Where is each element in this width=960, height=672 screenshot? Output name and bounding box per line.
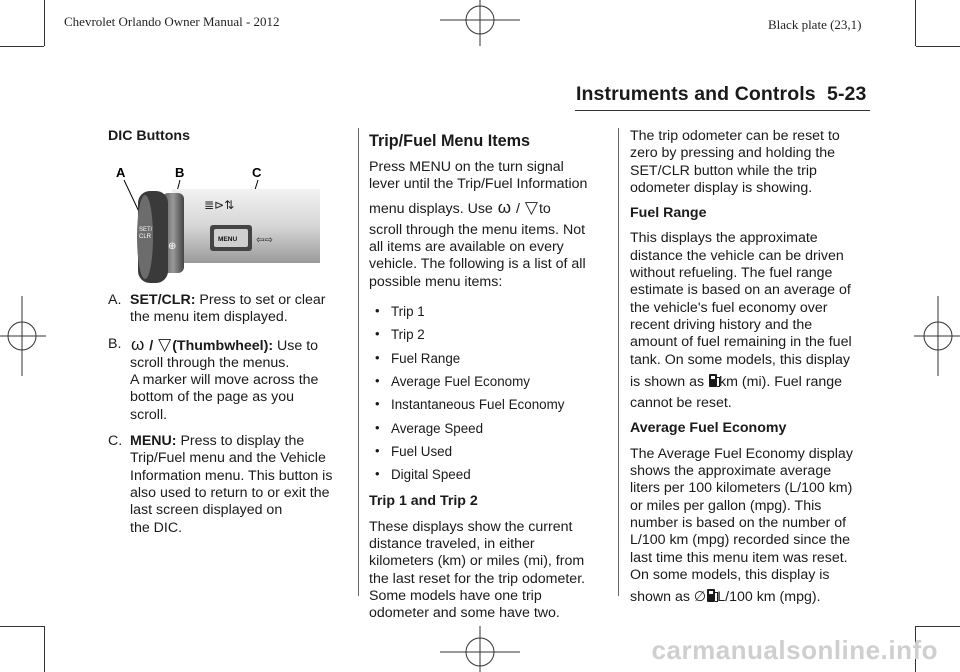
item-b-text: A marker will move across the [130, 372, 319, 389]
body-text: On some models, this display is [630, 566, 830, 583]
item-c-label: C. [108, 433, 123, 450]
body-text: odometer display is showing. [630, 179, 813, 196]
item-b-text: scroll through the menus. [130, 354, 290, 371]
turn-arrows-icon: ⇦⇨ [256, 235, 273, 246]
page-number: 5-23 [827, 83, 867, 105]
body-text: odometer and some have two. [369, 605, 560, 622]
body-text: km (mi). Fuel range [719, 373, 843, 390]
watermark: carmanualsonline.info [651, 635, 938, 665]
thumbwheel-up-icon: ω [131, 334, 145, 354]
item-b-text: bottom of the page as you [130, 389, 295, 406]
item-b-text: scroll. [130, 406, 168, 423]
menu-button-label: MENU [218, 236, 238, 243]
item-c-text: Press to display the [176, 433, 305, 450]
body-text: amount of fuel remaining in the fuel [630, 334, 852, 351]
body-text: shown as [630, 589, 690, 606]
body-text: The Average Fuel Economy display [630, 445, 853, 462]
manual-title: Chevrolet Orlando Owner Manual - 2012 [64, 14, 280, 29]
body-text: liters per 100 kilometers (L/100 km) [630, 480, 853, 497]
item-b-text: Use to [273, 337, 319, 354]
item-c-text: Trip/Fuel menu and the Vehicle [130, 450, 326, 467]
body-text: distance the vehicle can be driven [630, 247, 844, 264]
header-rule [575, 110, 870, 111]
body-text: last time this menu item was reset. [630, 549, 848, 566]
item-c [108, 433, 358, 537]
body-text: These displays show the current [369, 518, 573, 535]
dic-buttons-figure [112, 163, 322, 283]
item-a-text: the menu item displayed. [130, 309, 288, 326]
body-text: or miles per gallon (mpg). This [630, 497, 822, 514]
item-a-text: Press to set or clear [195, 292, 326, 308]
body-text: without refueling. The fuel range [630, 265, 833, 282]
body-text: cannot be reset. [630, 395, 732, 412]
item-c-text: Information menu. This button is [130, 467, 333, 484]
list-item: • Trip 1 [369, 300, 614, 323]
crop-mark [44, 626, 45, 672]
fuel-pump-icon [709, 374, 717, 387]
list-item: • Instantaneous Fuel Economy [369, 393, 614, 416]
item-b-term: (Thumbwheel): [172, 337, 274, 354]
registration-mark-left [0, 296, 46, 376]
set-clr-label: CLR [139, 234, 152, 240]
body-text: This displays the approximate [630, 230, 818, 247]
list-item: • Fuel Range [369, 347, 614, 370]
body-text: number is based on the number of [630, 514, 847, 531]
set-clr-label: SET/ [139, 227, 153, 233]
list-item: • Average Speed [369, 417, 614, 440]
item-a [108, 292, 358, 327]
item-c-text: the DIC. [130, 519, 183, 536]
crop-mark [44, 0, 45, 46]
body-text: zero by pressing and holding the [630, 145, 836, 162]
diameter-icon: ∅ [693, 589, 707, 606]
thumbwheel-down-icon: ▽ [524, 197, 538, 217]
body-text: vehicle. The following is a list of all [369, 256, 586, 273]
section-title: Instruments and Controls [576, 83, 816, 105]
item-b [108, 336, 358, 424]
item-c-text: also used to return to or exit the [130, 484, 330, 501]
column-1 [108, 128, 348, 145]
body-text: the last reset for the trip odometer. [369, 570, 586, 587]
body-text: SET/CLR button while the trip [630, 162, 817, 179]
crop-mark [915, 0, 916, 46]
registration-mark-right [914, 296, 960, 376]
dic-items [108, 292, 358, 537]
body-text: The trip odometer can be reset to [630, 128, 840, 144]
slash: / [145, 337, 158, 354]
wheel-up-down-icon: ⊕ [168, 241, 177, 252]
column-divider [618, 128, 619, 596]
column-divider [358, 128, 359, 596]
body-text: estimate is based on an average of [630, 282, 851, 299]
list-item: • Trip 2 [369, 323, 614, 346]
crop-mark [0, 626, 44, 627]
trip-fuel-heading: Trip/Fuel Menu Items [369, 132, 530, 150]
body-text: shows the approximate average [630, 463, 832, 480]
body-text: Press MENU on the turn signal [369, 159, 564, 175]
item-c-term: MENU: [130, 433, 177, 450]
body-text: recent driving history and the [630, 316, 813, 333]
dic-buttons-heading: DIC Buttons [108, 128, 190, 144]
body-text: scroll through the menu items. Not [369, 221, 586, 238]
crop-mark [0, 46, 44, 47]
avg-fuel-heading: Average Fuel Economy [630, 420, 787, 437]
thumbwheel-up-icon: ω [497, 197, 512, 217]
list-item: • Average Fuel Economy [369, 370, 614, 393]
body-text: Some models have one trip [369, 587, 542, 604]
body-text: L/100 km (mpg) recorded since the [630, 532, 851, 549]
body-text: tank. On some models, this display [630, 351, 851, 368]
column-3 [630, 128, 880, 606]
registration-mark-top [440, 0, 520, 46]
body-text: possible menu items: [369, 273, 503, 290]
fuel-range-heading: Fuel Range [630, 205, 707, 222]
body-text: kilometers (km) or miles (mi), from [369, 553, 585, 570]
item-c-text: last screen displayed on [130, 502, 283, 519]
trip-heading: Trip 1 and Trip 2 [369, 493, 478, 510]
item-a-term: SET/CLR: [130, 292, 196, 308]
list-item: • Fuel Used [369, 440, 614, 463]
body-text: L/100 km (mpg). [717, 589, 821, 606]
plate-label: Black plate (23,1) [768, 17, 862, 32]
body-text: lever until the Trip/Fuel Information [369, 176, 588, 193]
crop-mark [916, 626, 960, 627]
label-b: B [175, 165, 185, 180]
crop-mark [916, 46, 960, 47]
fuel-pump-icon [707, 589, 715, 602]
thumbwheel-down-icon: ▽ [158, 334, 172, 354]
body-text: to [538, 200, 551, 217]
item-a-label: A. [108, 292, 122, 308]
body-text: all items are available on every [369, 239, 564, 256]
lighting-icons: ≣⊳⇅ [204, 198, 235, 212]
body-text: is shown as [630, 373, 705, 390]
column-2 [369, 131, 614, 623]
label-c: C [252, 165, 262, 180]
list-item: • Digital Speed [369, 463, 614, 486]
label-a: A [116, 165, 126, 180]
item-b-label: B. [108, 335, 122, 352]
registration-mark-bottom [440, 626, 520, 672]
slash: / [512, 200, 524, 217]
body-text: menu displays. Use [369, 200, 493, 217]
body-text: distance traveled, in either [369, 536, 535, 553]
body-text: the vehicle's fuel economy over [630, 299, 828, 316]
